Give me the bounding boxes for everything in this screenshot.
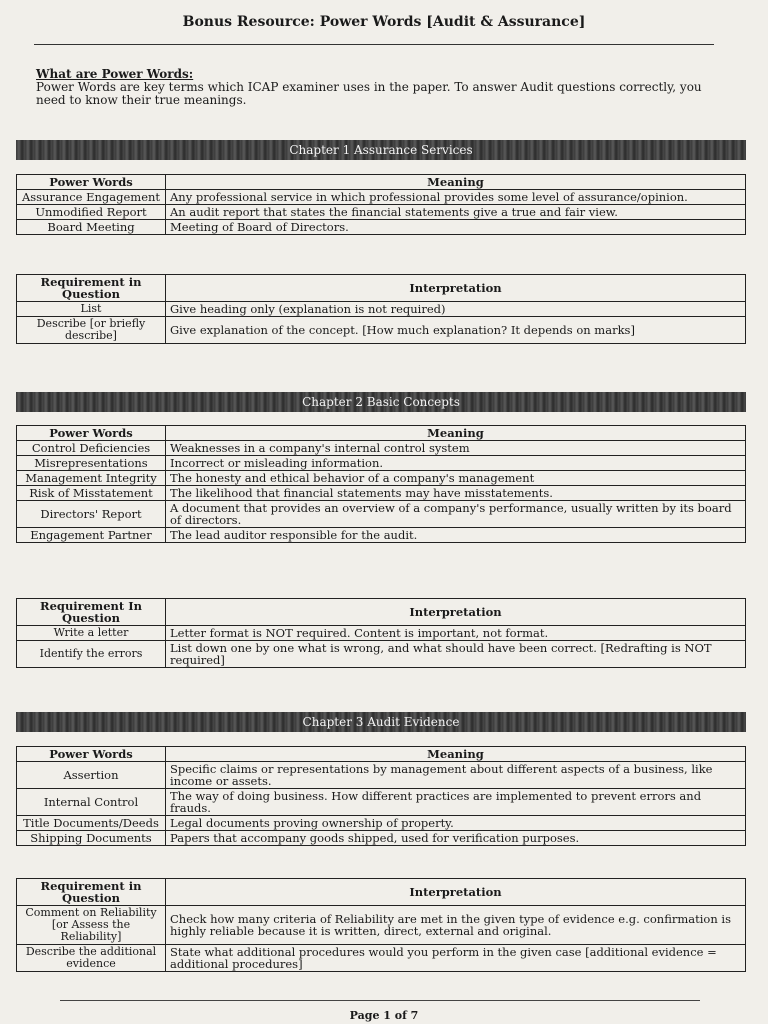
table-row — [17, 906, 746, 945]
table-row — [17, 816, 746, 831]
table-row — [17, 456, 746, 471]
term-cell: Internal Control — [17, 789, 166, 816]
table-header: Requirement in Question — [17, 879, 166, 906]
meaning-cell: The way of doing business. How different practices are implemented to prevent errors and frauds. — [166, 789, 746, 816]
term-cell: Title Documents/Deeds — [17, 816, 166, 831]
table-header: Interpretation — [166, 275, 746, 302]
term-cell: Directors' Report — [17, 501, 166, 528]
table-row — [17, 205, 746, 220]
title-divider — [34, 44, 714, 45]
footer-divider — [60, 1000, 700, 1001]
chapter-3-power-words-table — [16, 746, 746, 846]
page-number: Page 1 of 7 — [349, 1009, 419, 1022]
table-row — [17, 302, 746, 317]
chapter-3-requirements-table — [16, 878, 746, 972]
table-row — [17, 831, 746, 846]
table-row — [17, 528, 746, 543]
meaning-cell: A document that provides an overview of a company's performance, usually written by its board of directors. — [166, 501, 746, 528]
table-row — [17, 626, 746, 641]
requirement-cell: Comment on Reliability [or Assess the Reliability] — [17, 906, 166, 945]
meaning-cell: The honesty and ethical behavior of a company's management — [166, 471, 746, 486]
term-cell: Control Deficiencies — [17, 441, 166, 456]
term-cell: Engagement Partner — [17, 528, 166, 543]
meaning-cell: Incorrect or misleading information. — [166, 456, 746, 471]
intro-heading: What are Power Words: — [36, 67, 194, 81]
term-cell: Assurance Engagement — [17, 190, 166, 205]
table-header: Requirement in Question — [17, 275, 166, 302]
chapter-3-banner: Chapter 3 Audit Evidence — [16, 712, 746, 732]
table-header: Interpretation — [166, 599, 746, 626]
term-cell: Assertion — [17, 762, 166, 789]
interpretation-cell: List down one by one what is wrong, and what should have been correct. [Redrafting is NOT required] — [166, 641, 746, 668]
table-header: Meaning — [166, 426, 746, 441]
table-row — [17, 471, 746, 486]
interpretation-cell: Letter format is NOT required. Content is important, not format. — [166, 626, 746, 641]
requirement-cell: Describe [or briefly describe] — [17, 317, 166, 344]
requirement-cell: List — [17, 302, 166, 317]
chapter-2-banner: Chapter 2 Basic Concepts — [16, 392, 746, 412]
term-cell: Management Integrity — [17, 471, 166, 486]
table-header: Meaning — [166, 175, 746, 190]
table-row — [17, 220, 746, 235]
page-title: Bonus Resource: Power Words [Audit & Assurance] — [182, 14, 586, 30]
meaning-cell: Weaknesses in a company's internal control system — [166, 441, 746, 456]
meaning-cell: Papers that accompany goods shipped, used for verification purposes. — [166, 831, 746, 846]
requirement-cell: Write a letter — [17, 626, 166, 641]
term-cell: Risk of Misstatement — [17, 486, 166, 501]
term-cell: Unmodified Report — [17, 205, 166, 220]
meaning-cell: The likelihood that financial statements may have misstatements. — [166, 486, 746, 501]
meaning-cell: Meeting of Board of Directors. — [166, 220, 746, 235]
intro-text: Power Words are key terms which ICAP examiner uses in the paper. To answer Audit questions correctly, you need to know their true meanings. — [36, 80, 702, 107]
interpretation-cell: State what additional procedures would you perform in the given case [additional evidence = additional procedures] — [166, 945, 746, 972]
requirement-cell: Identify the errors — [17, 641, 166, 668]
table-header: Requirement In Question — [17, 599, 166, 626]
chapter-1-requirements-table — [16, 274, 746, 344]
chapter-1-banner: Chapter 1 Assurance Services — [16, 140, 746, 160]
table-row — [17, 945, 746, 972]
meaning-cell: The lead auditor responsible for the audit. — [166, 528, 746, 543]
meaning-cell: An audit report that states the financial statements give a true and fair view. — [166, 205, 746, 220]
term-cell: Misrepresentations — [17, 456, 166, 471]
table-row — [17, 501, 746, 528]
intro-section — [36, 68, 716, 107]
table-header: Meaning — [166, 747, 746, 762]
table-row — [17, 486, 746, 501]
table-row — [17, 441, 746, 456]
table-row — [17, 762, 746, 789]
table-row — [17, 641, 746, 668]
interpretation-cell: Check how many criteria of Reliability are met in the given type of evidence e.g. confirmation is highly reliable because it is written, direct, external and original. — [166, 906, 746, 945]
table-row — [17, 190, 746, 205]
table-header: Interpretation — [166, 879, 746, 906]
table-header: Power Words — [17, 747, 166, 762]
table-row — [17, 789, 746, 816]
chapter-1-power-words-table — [16, 174, 746, 235]
chapter-2-requirements-table — [16, 598, 746, 668]
meaning-cell: Legal documents proving ownership of property. — [166, 816, 746, 831]
term-cell: Shipping Documents — [17, 831, 166, 846]
meaning-cell: Specific claims or representations by management about different aspects of a business, like income or assets. — [166, 762, 746, 789]
term-cell: Board Meeting — [17, 220, 166, 235]
table-header: Power Words — [17, 426, 166, 441]
table-header: Power Words — [17, 175, 166, 190]
requirement-cell: Describe the additional evidence — [17, 945, 166, 972]
interpretation-cell: Give explanation of the concept. [How much explanation? It depends on marks] — [166, 317, 746, 344]
table-row — [17, 317, 746, 344]
interpretation-cell: Give heading only (explanation is not required) — [166, 302, 746, 317]
meaning-cell: Any professional service in which professional provides some level of assurance/opinion. — [166, 190, 746, 205]
chapter-2-power-words-table — [16, 425, 746, 543]
